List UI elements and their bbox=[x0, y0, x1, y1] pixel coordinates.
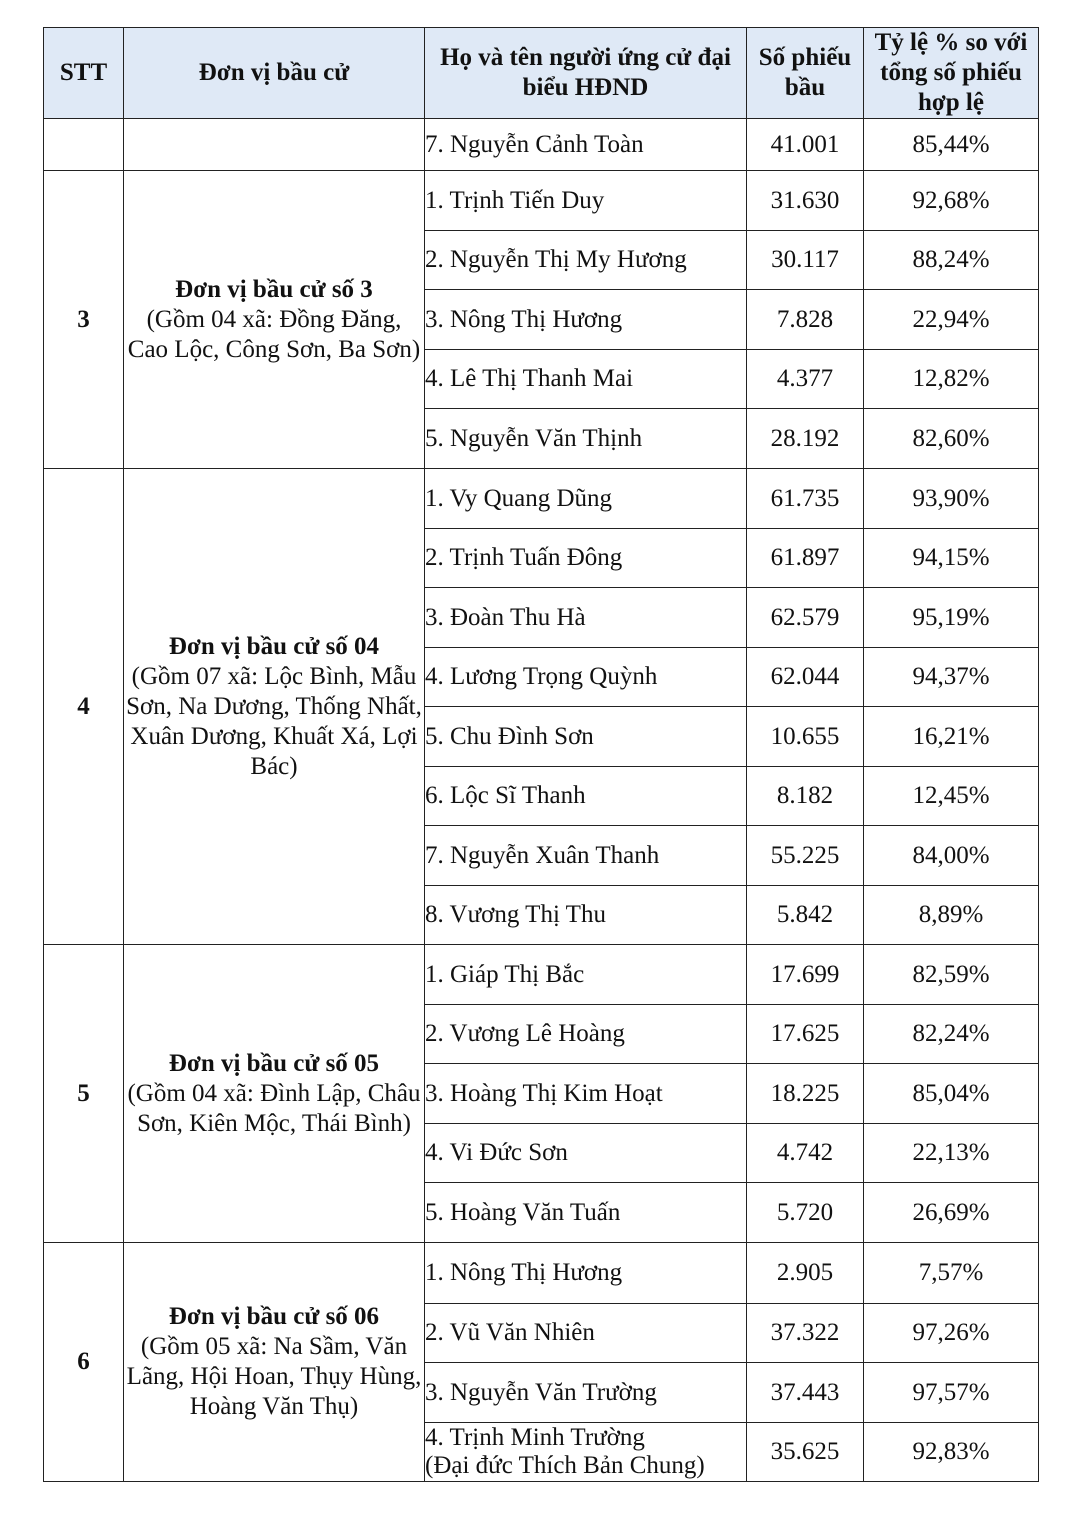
stt-cell: 3 bbox=[44, 171, 124, 469]
stt-cell: 4 bbox=[44, 469, 124, 945]
ratio-cell: 8,89% bbox=[864, 886, 1039, 945]
votes-cell: 17.699 bbox=[747, 945, 864, 1005]
votes-cell: 55.225 bbox=[747, 826, 864, 886]
ratio-cell: 7,57% bbox=[864, 1243, 1039, 1304]
candidate-name: 5. Hoàng Văn Tuấn bbox=[425, 1198, 621, 1226]
votes-cell: 61.897 bbox=[747, 529, 864, 588]
unit-description: (Gồm 05 xã: Na Sầm, Văn Lãng, Hội Hoan, Thụy Hùng, Hoàng Văn Thụ) bbox=[126, 1333, 422, 1420]
ratio-cell: 88,24% bbox=[864, 231, 1039, 290]
votes-cell: 37.322 bbox=[747, 1304, 864, 1363]
ratio-cell: 84,00% bbox=[864, 826, 1039, 886]
stt-cell bbox=[44, 119, 124, 171]
ratio-cell: 94,37% bbox=[864, 648, 1039, 707]
candidate-name: 8. Vương Thị Thu bbox=[425, 901, 606, 928]
unit-name: Đơn vị bầu cử số 05 bbox=[168, 1049, 380, 1077]
ratio-cell: 93,90% bbox=[864, 469, 1039, 529]
ratio-cell: 22,94% bbox=[864, 290, 1039, 350]
candidate-name: 5. Nguyễn Văn Thịnh bbox=[425, 424, 643, 452]
ratio-cell: 22,13% bbox=[864, 1124, 1039, 1183]
candidate-name-cell bbox=[425, 409, 747, 469]
candidate-name-cell bbox=[425, 171, 747, 231]
candidate-name-cell bbox=[425, 350, 747, 409]
candidate-name: 1. Nông Thị Hương bbox=[425, 1259, 623, 1286]
ratio-cell: 95,19% bbox=[864, 588, 1039, 648]
unit-cell bbox=[124, 945, 425, 1243]
candidate-name-cell bbox=[425, 1183, 747, 1243]
ratio-cell: 85,04% bbox=[864, 1064, 1039, 1124]
ratio-cell: 82,24% bbox=[864, 1005, 1039, 1064]
table-row bbox=[44, 469, 1039, 529]
stt-cell: 5 bbox=[44, 945, 124, 1243]
votes-cell: 62.044 bbox=[747, 648, 864, 707]
candidate-name: 6. Lộc Sĩ Thanh bbox=[425, 782, 586, 809]
votes-cell: 10.655 bbox=[747, 707, 864, 767]
candidate-name-cell bbox=[425, 1363, 747, 1423]
votes-cell: 5.720 bbox=[747, 1183, 864, 1243]
unit-name: Đơn vị bầu cử số 06 bbox=[168, 1303, 380, 1330]
candidate-name: 3. Nông Thị Hương bbox=[425, 305, 623, 333]
votes-cell: 41.001 bbox=[747, 119, 864, 171]
table-header-row bbox=[44, 28, 1039, 119]
table-body bbox=[44, 119, 1039, 1482]
candidate-name: 4. Lương Trọng Quỳnh bbox=[425, 663, 658, 690]
candidate-name-cell bbox=[425, 945, 747, 1005]
unit-description: (Gồm 04 xã: Đình Lập, Châu Sơn, Kiên Mộc, Thái Bình) bbox=[127, 1079, 421, 1137]
candidate-name-cell bbox=[425, 529, 747, 588]
unit-cell bbox=[124, 119, 425, 171]
candidate-name: 2. Vương Lê Hoàng bbox=[425, 1020, 625, 1047]
candidate-name-cell bbox=[425, 886, 747, 945]
candidate-name-cell bbox=[425, 767, 747, 826]
candidate-name: 3. Nguyễn Văn Trường bbox=[425, 1378, 657, 1406]
votes-cell: 2.905 bbox=[747, 1243, 864, 1304]
table-row bbox=[44, 945, 1039, 1005]
candidate-name: 7. Nguyễn Xuân Thanh bbox=[425, 841, 660, 869]
candidate-name: 5. Chu Đình Sơn bbox=[425, 722, 594, 750]
votes-cell: 5.842 bbox=[747, 886, 864, 945]
candidate-name: 4. Vi Đức Sơn bbox=[425, 1139, 568, 1166]
table-row bbox=[44, 1243, 1039, 1304]
unit-description: (Gồm 04 xã: Đồng Đăng, Cao Lộc, Công Sơn, Ba Sơn) bbox=[127, 305, 421, 363]
header-candidate: Họ và tên người ứng cử đại biểu HĐND bbox=[425, 28, 747, 119]
ratio-cell: 82,60% bbox=[864, 409, 1039, 469]
candidate-name-cell bbox=[425, 707, 747, 767]
candidate-name-cell bbox=[425, 290, 747, 350]
ratio-cell: 85,44% bbox=[864, 119, 1039, 171]
stt-cell: 6 bbox=[44, 1243, 124, 1482]
candidate-name-cell bbox=[425, 588, 747, 648]
votes-cell: 30.117 bbox=[747, 231, 864, 290]
unit-cell bbox=[124, 171, 425, 469]
votes-cell: 7.828 bbox=[747, 290, 864, 350]
candidate-name-cell bbox=[425, 1243, 747, 1304]
votes-cell: 62.579 bbox=[747, 588, 864, 648]
unit-cell bbox=[124, 469, 425, 945]
unit-name: Đơn vị bầu cử số 04 bbox=[168, 632, 380, 660]
candidate-name: 4. Lê Thị Thanh Mai bbox=[425, 365, 634, 392]
votes-cell: 4.742 bbox=[747, 1124, 864, 1183]
unit-cell bbox=[124, 1243, 425, 1482]
candidate-name: 7. Nguyễn Cảnh Toàn bbox=[425, 130, 644, 158]
ratio-cell: 82,59% bbox=[864, 945, 1039, 1005]
votes-cell: 61.735 bbox=[747, 469, 864, 529]
header-votes: Số phiếu bầu bbox=[747, 28, 864, 119]
candidate-name: 3. Hoàng Thị Kim Hoạt bbox=[425, 1079, 663, 1107]
table-row bbox=[44, 119, 1039, 171]
header-unit: Đơn vị bầu cử bbox=[124, 28, 425, 119]
candidate-name-cell bbox=[425, 648, 747, 707]
table-row bbox=[44, 171, 1039, 231]
candidate-name-cell bbox=[425, 469, 747, 529]
candidate-name: 2. Nguyễn Thị My Hương bbox=[425, 246, 687, 273]
candidate-name: 1. Vy Quang Dũng bbox=[425, 484, 613, 512]
votes-cell: 28.192 bbox=[747, 409, 864, 469]
election-results-table bbox=[43, 27, 1039, 1482]
candidate-name-cell bbox=[425, 1064, 747, 1124]
candidate-note: (Đại đức Thích Bản Chung) bbox=[425, 1452, 705, 1479]
candidate-name-cell bbox=[425, 119, 747, 171]
votes-cell: 8.182 bbox=[747, 767, 864, 826]
candidate-name-cell bbox=[425, 1005, 747, 1064]
candidate-name: 2. Vũ Văn Nhiên bbox=[425, 1319, 595, 1346]
candidate-name: 1. Trịnh Tiến Duy bbox=[425, 186, 605, 214]
candidate-name-cell bbox=[425, 1423, 747, 1482]
votes-cell: 17.625 bbox=[747, 1005, 864, 1064]
votes-cell: 37.443 bbox=[747, 1363, 864, 1423]
unit-name: Đơn vị bầu cử số 3 bbox=[175, 275, 373, 303]
ratio-cell: 12,45% bbox=[864, 767, 1039, 826]
ratio-cell: 92,68% bbox=[864, 171, 1039, 231]
votes-cell: 35.625 bbox=[747, 1423, 864, 1482]
ratio-cell: 92,83% bbox=[864, 1423, 1039, 1482]
ratio-cell: 16,21% bbox=[864, 707, 1039, 767]
header-stt: STT bbox=[44, 28, 124, 119]
votes-cell: 18.225 bbox=[747, 1064, 864, 1124]
ratio-cell: 97,57% bbox=[864, 1363, 1039, 1423]
candidate-name-cell bbox=[425, 1304, 747, 1363]
candidate-name: 2. Trịnh Tuấn Đông bbox=[425, 544, 623, 571]
votes-cell: 4.377 bbox=[747, 350, 864, 409]
ratio-cell: 94,15% bbox=[864, 529, 1039, 588]
candidate-name-cell bbox=[425, 231, 747, 290]
candidate-name: 4. Trịnh Minh Trường bbox=[425, 1424, 645, 1451]
candidate-name: 1. Giáp Thị Bắc bbox=[425, 960, 585, 988]
candidate-name-cell bbox=[425, 826, 747, 886]
candidate-name: 3. Đoàn Thu Hà bbox=[425, 603, 586, 631]
header-ratio: Tỷ lệ % so với tổng số phiếu hợp lệ bbox=[864, 28, 1039, 119]
unit-description: (Gồm 07 xã: Lộc Bình, Mẫu Sơn, Na Dương, Thống Nhất, Xuân Dương, Khuất Xá, Lợi Bác) bbox=[126, 662, 422, 780]
ratio-cell: 12,82% bbox=[864, 350, 1039, 409]
candidate-name-cell bbox=[425, 1124, 747, 1183]
votes-cell: 31.630 bbox=[747, 171, 864, 231]
ratio-cell: 97,26% bbox=[864, 1304, 1039, 1363]
ratio-cell: 26,69% bbox=[864, 1183, 1039, 1243]
